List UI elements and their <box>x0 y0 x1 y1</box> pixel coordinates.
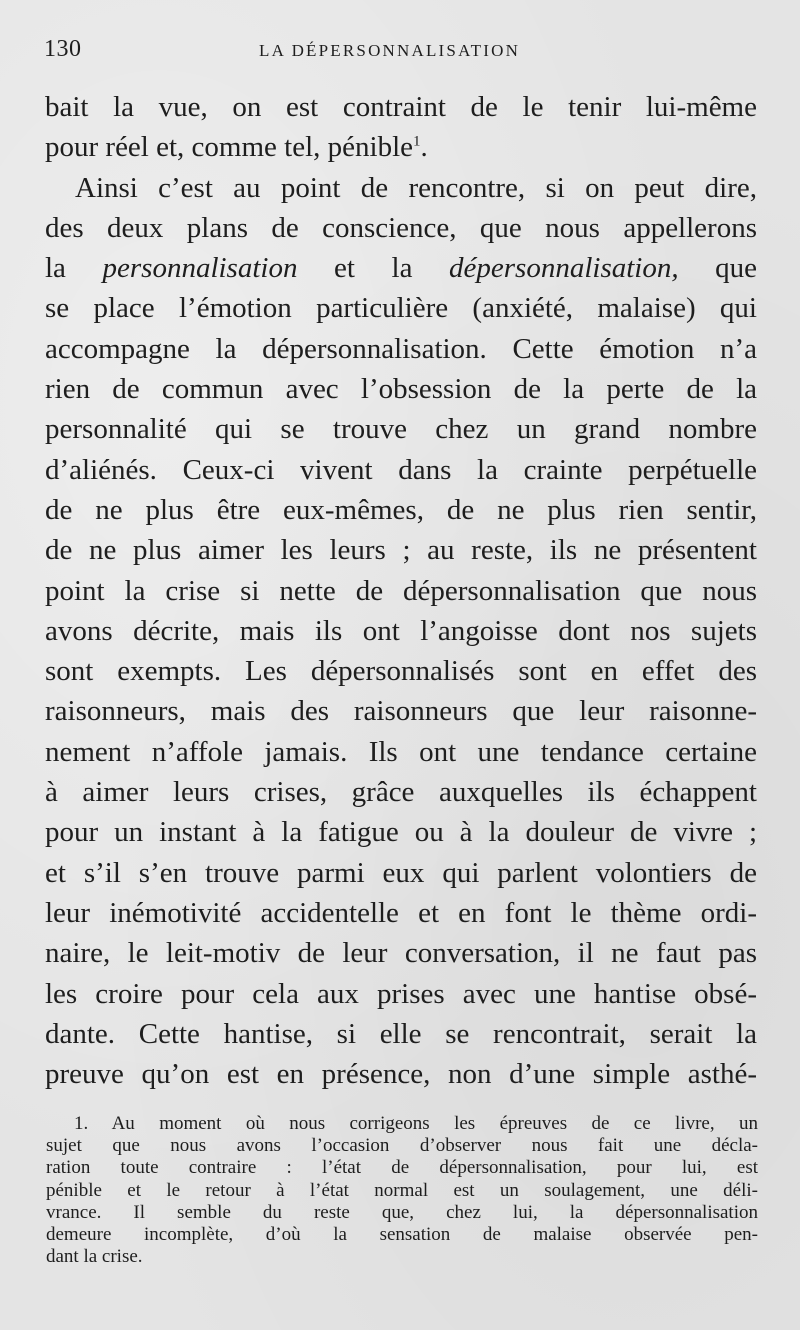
footnote-line: vrance. Il semble du reste que, chez lui, la dépersonnalisation <box>46 1201 758 1223</box>
footnote <box>46 1113 758 1268</box>
text-line: de ne plus aimer les leurs ; au reste, ils ne présentent <box>45 534 757 567</box>
text-line: leur inémotivité accidentelle et en font le thème ordi- <box>45 896 757 929</box>
text-fragment: et la <box>334 252 413 285</box>
footnote-line: ration toute contraire : l’état de dépersonnalisation, pour lui, est <box>46 1157 758 1179</box>
text-line <box>45 127 757 167</box>
text-line: pour un instant à la fatigue ou à la douleur de vivre ; <box>45 816 757 849</box>
footnote-reference: 1 <box>413 133 421 150</box>
text-line: à aimer leurs crises, grâce auxquelles ils échappent <box>45 776 757 809</box>
text-line: et s’il s’en trouve parmi eux qui parlent volontiers de <box>45 856 757 889</box>
text-fragment: que <box>715 252 758 285</box>
text-line: rien de commun avec l’obsession de la perte de la <box>45 373 757 406</box>
text-line: se place l’émotion particulière (anxiété, malaise) qui <box>45 292 757 325</box>
page-number: 130 <box>44 36 82 62</box>
footnote-line: 1. Au moment où nous corrigeons les épreuves de ce livre, un <box>74 1113 758 1134</box>
footnote-line: dant la crise. <box>46 1246 143 1268</box>
text-line: sont exempts. Les dépersonnalisés sont en effet des <box>45 655 757 688</box>
text-fragment: la <box>45 252 66 285</box>
text-line <box>45 248 757 288</box>
footnote-line: pénible et le retour à l’état normal est un soulagement, une déli- <box>46 1179 758 1201</box>
page-header <box>44 36 756 66</box>
italic-term: personnalisation <box>102 252 298 285</box>
text-line: preuve qu’on est en présence, non d’une simple asthé- <box>45 1058 757 1091</box>
italic-term: dépersonnalisation, <box>449 252 679 285</box>
text-line: personnalité qui se trouve chez un grand nombre <box>45 413 757 446</box>
text-line: point la crise si nette de dépersonnalisation que nous <box>45 574 757 607</box>
sentence-end: . <box>420 131 428 164</box>
text-line: dante. Cette hantise, si elle se rencontrait, serait la <box>45 1017 757 1050</box>
text-line: avons décrite, mais ils ont l’angoisse dont nos sujets <box>45 614 757 647</box>
text-line: de ne plus être eux-mêmes, de ne plus rien sentir, <box>45 493 757 526</box>
text-line: d’aliénés. Ceux-ci vivent dans la crainte perpétuelle <box>45 453 757 486</box>
text-line-content: pour réel et, comme tel, pénible <box>45 131 413 164</box>
running-title: LA DÉPERSONNALISATION <box>259 41 521 60</box>
text-line: naire, le leit-motiv de leur conversation, il ne faut pas <box>45 937 757 970</box>
text-line: les croire pour cela aux prises avec une hantise obsé- <box>45 977 757 1010</box>
text-line: Ainsi c’est au point de rencontre, si on peut dire, <box>75 171 757 204</box>
text-line: des deux plans de conscience, que nous appellerons <box>45 211 757 244</box>
footnote-line: demeure incomplète, d’où la sensation de malaise observée pen- <box>46 1223 758 1245</box>
footnote-line: sujet que nous avons l’occasion d’observer nous fait une décla- <box>46 1135 758 1157</box>
main-text <box>45 87 757 1094</box>
text-line: raisonneurs, mais des raisonneurs que leur raisonne- <box>45 695 757 728</box>
text-line: accompagne la dépersonnalisation. Cette émotion n’a <box>45 332 757 365</box>
text-line: nement n’affole jamais. Ils ont une tendance certaine <box>45 735 757 768</box>
text-line: bait la vue, on est contraint de le tenir lui-même <box>45 91 757 123</box>
